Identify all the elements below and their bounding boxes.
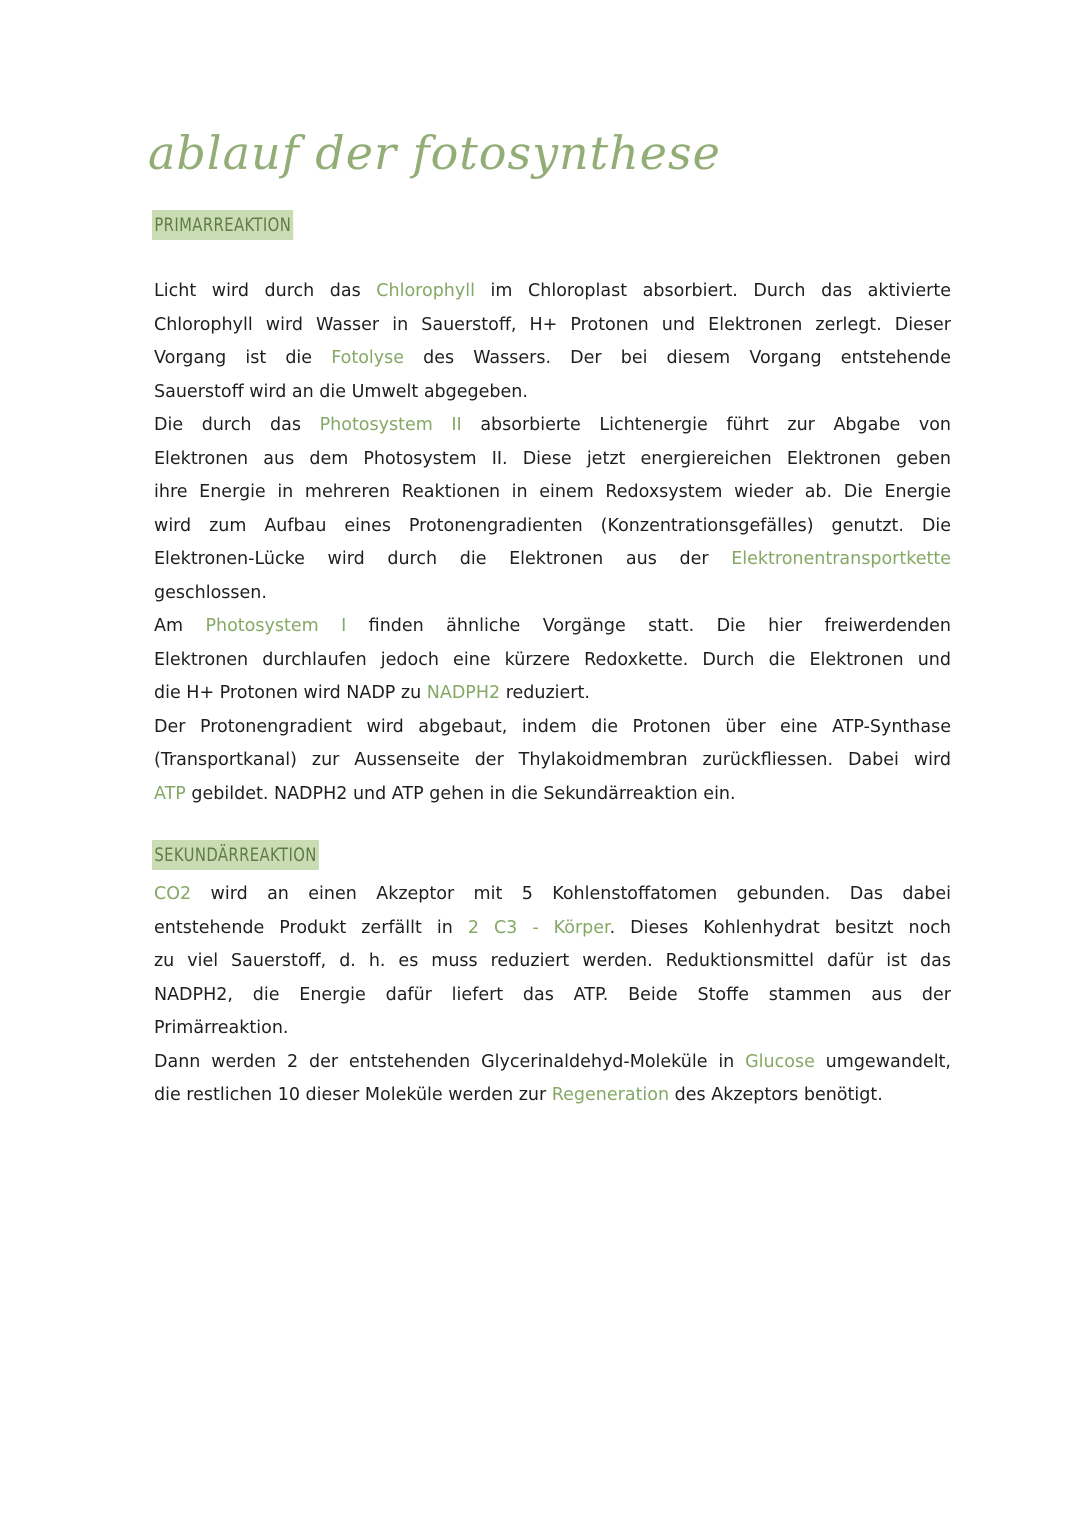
text-line: zu viel Sauerstoff, d. h. es muss reduziert werden. Reduktionsmittel dafür ist das — [154, 951, 951, 971]
text-line: Vorgang ist die Fotolyse des Wassers. Der bei diesem Vorgang entstehende — [154, 348, 951, 368]
keyword: Regeneration — [551, 1085, 670, 1105]
keyword: Chlorophyll — [376, 281, 475, 301]
keyword: Photosystem I — [205, 616, 347, 636]
keyword: Fotolyse — [331, 348, 405, 368]
primaerreaktion-text — [154, 275, 951, 811]
text-line: die restlichen 10 dieser Moleküle werden zur Regeneration des Akzeptors benötigt. — [154, 1085, 883, 1105]
text-line: Elektronen durchlaufen jedoch eine kürzere Redoxkette. Durch die Elektronen und — [154, 649, 951, 670]
text-line: Chlorophyll wird Wasser in Sauerstoff, H+ Protonen und Elektronen zerlegt. Dieser — [154, 314, 951, 335]
section-label-sekundaerreaktion: SEKUNDÄRREAKTION — [152, 840, 319, 870]
text-line: (Transportkanal) zur Aussenseite der Thylakoidmembran zurückfliessen. Dabei wird — [154, 750, 951, 770]
text-line: Primärreaktion. — [154, 1018, 289, 1038]
keyword: 2 C3 - Körper — [467, 917, 610, 938]
text-line: Der Protonengradient wird abgebaut, indem die Protonen über eine ATP-Synthase — [154, 716, 951, 737]
text-line: Licht wird durch das Chlorophyll im Chloroplast absorbiert. Durch das aktivierte — [154, 281, 951, 301]
keyword: Elektronentransportkette — [731, 549, 951, 569]
keyword: NADPH2 — [426, 683, 501, 703]
text-line: CO2 wird an einen Akzeptor mit 5 Kohlenstoffatomen gebunden. Das dabei — [154, 884, 951, 904]
text-line: Die durch das Photosystem II absorbierte Lichtenergie führt zur Abgabe von — [154, 415, 951, 435]
text-line: Sauerstoff wird an die Umwelt abgegeben. — [154, 381, 528, 402]
text-line: Dann werden 2 der entstehenden Glycerinaldehyd-Moleküle in Glucose umgewandelt, — [154, 1051, 951, 1072]
keyword: ATP — [154, 783, 186, 804]
text-line: NADPH2, die Energie dafür liefert das ATP. Beide Stoffe stammen aus der — [154, 984, 951, 1005]
text-line: Elektronen-Lücke wird durch die Elektronen aus der Elektronentransportkette — [154, 549, 951, 569]
text-line: die H+ Protonen wird NADP zu NADPH2 reduziert. — [154, 683, 590, 703]
keyword: CO2 — [154, 884, 192, 904]
text-line: wird zum Aufbau eines Protonengradienten (Konzentrationsgefälles) genutzt. Die — [154, 515, 951, 536]
keyword: Photosystem II — [319, 415, 462, 435]
text-line: ATP gebildet. NADPH2 und ATP gehen in die Sekundärreaktion ein. — [154, 783, 736, 804]
text-line: entstehende Produkt zerfällt in 2 C3 - Körper. Dieses Kohlenhydrat besitzt noch — [154, 917, 951, 938]
page-title: ablauf der fotosynthese — [148, 126, 721, 180]
text-line: Am Photosystem I finden ähnliche Vorgänge statt. Die hier freiwerdenden — [154, 616, 951, 636]
text-line: geschlossen. — [154, 582, 267, 603]
text-line: Elektronen aus dem Photosystem II. Diese jetzt energiereichen Elektronen geben — [154, 448, 951, 469]
keyword: Glucose — [745, 1051, 815, 1072]
text-line: ihre Energie in mehreren Reaktionen in einem Redoxsystem wieder ab. Die Energie — [154, 482, 951, 502]
section-label-primaerreaktion: PRIMARREAKTION — [152, 210, 294, 240]
sekundaerreaktion-text — [154, 878, 951, 1113]
